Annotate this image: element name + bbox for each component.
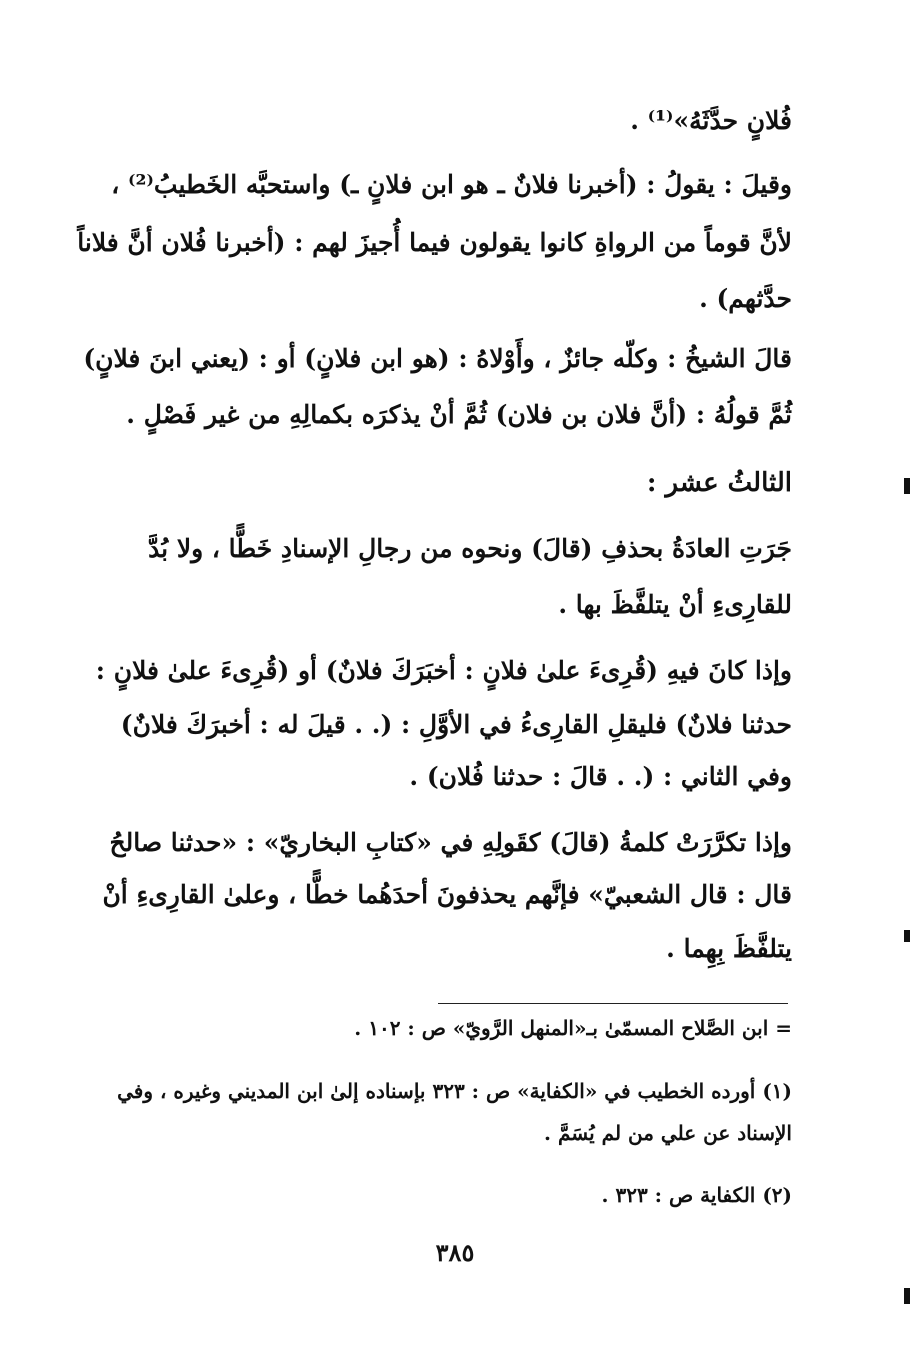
scan-edge-mark <box>904 930 910 942</box>
text-line: للقارِىءِ أنْ يتلفَّظَ بها . <box>558 590 792 619</box>
text-line: ثُمَّ قولُهُ : (أنَّ فلان بن فلان) ثُمَّ أنْ يذكرَه بكمالِهِ من غير فَصْلٍ . <box>126 400 792 429</box>
footnote-continuation: = ابن الصَّلاح المسمّىٰ بـ«المنهل الرَّويّ» ص : ١٠٢ . <box>354 1016 792 1040</box>
text-line: حدَّثهم) . <box>699 284 792 313</box>
text-line: حدثنا فلانٌ) فليقلِ القارِىءُ في الأوَّلِ : (. . قيلَ له : أخبرَكَ فلانٌ) <box>120 710 792 739</box>
text-line: وإذا كانَ فيهِ (قُرِىءَ علىٰ فلانٍ : أخبَرَكَ فلانٌ) أو (قُرِىءَ علىٰ فلانٍ : <box>95 656 792 685</box>
footnote-1-continued: الإسناد عن علي من لم يُسَمَّ . <box>544 1121 792 1145</box>
page-number: ٣٨٥ <box>435 1238 475 1267</box>
text-line: فُلانٍ حدَّثَهُ»⁽¹⁾ . <box>630 106 792 135</box>
text-line: قالَ الشيخُ : وكلّه جائزٌ ، وأَوْلاهُ : (هو ابن فلانٍ) أو : (يعني ابنَ فلانٍ) <box>83 344 792 373</box>
scan-edge-mark <box>904 478 910 494</box>
text-line: قال : قال الشعبيّ» فإنَّهم يحذفونَ أحدَهُما خطًّا ، وعلىٰ القارِىءِ أنْ <box>102 880 792 909</box>
text-line: وفي الثاني : (. . قالَ : حدثنا فُلان) . <box>409 762 792 791</box>
scan-edge-mark <box>904 1288 910 1304</box>
section-heading: الثالثُ عشر : <box>646 468 792 498</box>
text-line: جَرَتِ العادَةُ بحذفِ (قالَ) ونحوه من رجالِ الإسنادِ خَطًّا ، ولا بُدَّ <box>148 534 792 563</box>
text-line: لأنَّ قوماً من الرواةِ كانوا يقولون فيما أُجيزَ لهم : (أخبرنا فُلان أنَّ فلاناً <box>77 228 792 257</box>
text-line: يتلفَّظَ بِهِما . <box>666 934 792 963</box>
text-line: وقيلَ : يقولُ : (أخبرنا فلانٌ ـ هو ابن فلانٍ ـ) واستحبَّه الخَطيبُ⁽²⁾ ، <box>111 170 792 199</box>
footnote-2: (٢) الكفاية ص : ٣٢٣ . <box>601 1183 792 1207</box>
footnote-1: (١) أورده الخطيب في «الكفاية» ص : ٣٢٣ بإسناده إلىٰ ابن المديني وغيره ، وفي <box>117 1079 792 1103</box>
text-line: وإذا تكرَّرَتْ كلمةُ (قالَ) كقَولِهِ في «كتابِ البخاريّ» : «حدثنا صالحُ <box>109 828 792 857</box>
footnote-separator <box>438 1003 788 1004</box>
